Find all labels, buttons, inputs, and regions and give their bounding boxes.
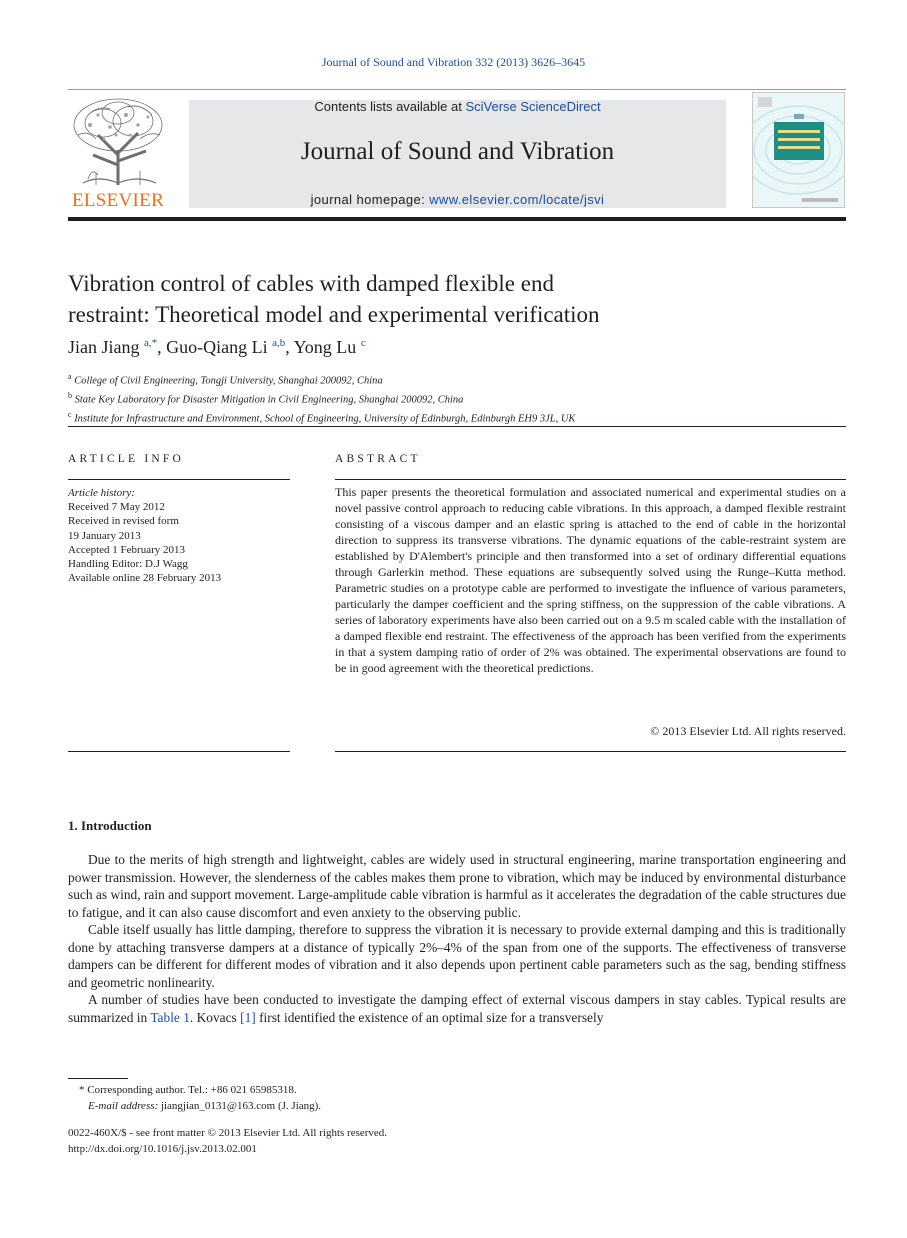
email-note — [68, 1099, 321, 1115]
abstract-copyright: © 2013 Elsevier Ltd. All rights reserved. — [650, 724, 846, 738]
reference-1-link[interactable]: [1] — [240, 1009, 256, 1025]
publication-footer — [68, 1126, 387, 1157]
author-affiliation-ref[interactable]: c — [360, 337, 366, 349]
article-info-top-rule — [68, 479, 290, 480]
author-name[interactable]: Jian Jiang — [68, 337, 140, 357]
footnotes — [68, 1083, 321, 1114]
intro-p3-text: A number of studies have been conducted to investigate the damping effect of external viscous dampers in stay cables. Typical results are summarized in — [68, 992, 846, 1025]
journal-homepage — [189, 192, 726, 207]
corresponding-author-note: * Corresponding author. Tel.: +86 021 65985318. — [79, 1084, 297, 1096]
affiliation-text: Institute for Infrastructure and Environment, School of Engineering, University of Edinburgh, Edinburgh EH9 3JL, UK — [74, 413, 576, 425]
sciverse-link[interactable]: SciVerse ScienceDirect — [465, 99, 601, 114]
abstract-text: This paper presents the theoretical formulation and associated numerical and experimental studies on a novel passive control approach to reducing cable vibrations. In this approach, a damped flexible restraint consisting of a viscous damper and an elastic spring is attached to the end of cable in the horizontal direction to suppress its transverse vibrations. The dynamic equations of the cable-restraint system are established by D'Alembert's principle and then transformed into a set of ordinary differential equations through Garlerkin method. These equations are subsequently solved using the Runge–Kutta method. Parametric studies on a prototype cable are performed to investigate the influence of various parameters, particularly the damper coefficient and the spring stiffness, on the suppression of the cable vibrations. A series of laboratory experiments have also been carried out on a 9.5 m scaled cable with the installation of a damped flexible end restraint. The effectiveness of the approach has been verified from the experiments in that a system damping ratio of order of 2% was obtained. The experimental observations are found to be in good agreement with the theoretical predictions. — [335, 485, 846, 675]
article-info-heading: ARTICLE INFO — [68, 453, 184, 465]
email-value[interactable]: jiangjian_0131@163.com (J. Jiang). — [158, 1099, 322, 1112]
author-list — [68, 337, 366, 358]
abstract-bottom-rule — [335, 751, 846, 752]
journal-citation[interactable]: Journal of Sound and Vibration 332 (2013) 3626–3645 — [321, 55, 586, 69]
title-block-rule — [68, 426, 846, 427]
history-line: Handling Editor: D.J Wagg — [68, 558, 188, 571]
affiliation-key: c — [68, 410, 72, 419]
intro-p3-text: . Kovacs — [189, 1009, 241, 1025]
journal-title: Journal of Sound and Vibration — [300, 138, 615, 165]
article-info-bottom-rule — [68, 751, 290, 752]
affiliation-item — [68, 370, 575, 389]
introduction-heading: 1. Introduction — [68, 818, 152, 833]
footnote-rule — [68, 1078, 128, 1079]
introduction-body — [68, 851, 846, 1026]
issn-line: 0022-460X/$ - see front matter © 2013 Elsevier Ltd. All rights reserved. — [68, 1127, 388, 1139]
history-line: Received in revised form — [68, 515, 179, 528]
contents-availability — [189, 99, 726, 114]
intro-paragraph-1: Due to the merits of high strength and lightweight, cables are widely used in structural engineering, marine transportation engineering and power transmission. However, the slenderness of the cables makes them prone to vibration, which may be induced by environmental disturbance such as wind, rain and support movement. Large-amplitude cable vibration is harmful as it accelerates the degradation of the cable structures due to fatigue, and it can also cause discomfort and even anxiety to the observing public. — [68, 852, 846, 920]
affiliation-item — [68, 389, 575, 408]
intro-p3-text: first identified the existence of an optimal size for a transversely — [255, 1009, 604, 1025]
history-line: 19 January 2013 — [68, 529, 141, 542]
article-title-line-2: restraint: Theoretical model and experimental verification — [68, 302, 600, 327]
intro-paragraph-3 — [68, 991, 846, 1026]
affiliation-item — [68, 408, 575, 427]
doi-link[interactable]: http://dx.doi.org/10.1016/j.jsv.2013.02.001 — [68, 1142, 257, 1155]
intro-paragraph-2: Cable itself usually has little damping, therefore to suppress the vibration it is necessary to provide external damping and this is traditionally done by attaching transverse dampers at a distance of typically 2%–4% of the span from one of the supports. The effectiveness of transverse dampers can be different for different modes of vibration and it also depends upon pertinent cable parameters such as the sag, bending stiffness and geometric nonlinearity. — [68, 922, 846, 990]
article-history — [68, 486, 221, 585]
author-affiliation-ref[interactable]: a,* — [144, 337, 158, 349]
author-name[interactable]: Guo-Qiang Li — [166, 337, 268, 357]
tree-logo-icon — [68, 95, 168, 190]
history-line: Accepted 1 February 2013 — [68, 543, 185, 556]
history-line: Received 7 May 2012 — [68, 501, 165, 514]
affiliation-key: b — [68, 391, 72, 400]
elsevier-wordmark[interactable]: ELSEVIER — [71, 190, 165, 211]
history-line: Available online 28 February 2013 — [68, 572, 222, 585]
author-separator: , — [157, 337, 167, 357]
author-name[interactable]: Yong Lu — [293, 337, 357, 357]
affiliation-text: State Key Laboratory for Disaster Mitigation in Civil Engineering, Shanghai 200092, China — [74, 394, 464, 406]
author-affiliation-ref[interactable]: a,b — [272, 337, 286, 349]
homepage-link[interactable]: www.elsevier.com/locate/jsvi — [429, 192, 605, 207]
affiliation-text: College of Civil Engineering, Tongji University, Shanghai 200092, China — [74, 375, 383, 387]
homepage-prefix: journal homepage: — [310, 192, 430, 207]
article-history-label: Article history: — [68, 487, 135, 499]
contents-prefix: Contents lists available at — [314, 99, 466, 114]
journal-cover-thumbnail[interactable] — [752, 92, 845, 208]
header-thick-rule — [68, 217, 846, 221]
table-1-link[interactable]: Table 1 — [150, 1009, 190, 1025]
abstract-heading: ABSTRACT — [335, 453, 421, 465]
affiliation-key: a — [68, 372, 72, 381]
article-title — [68, 268, 808, 330]
journal-cover-icon — [752, 92, 845, 208]
abstract-top-rule — [335, 479, 846, 480]
article-title-line-1: Vibration control of cables with damped flexible end — [68, 271, 554, 296]
email-label: E-mail address: — [88, 1099, 159, 1112]
header-top-rule — [68, 89, 846, 90]
author-separator: , — [285, 337, 294, 357]
affiliations — [68, 370, 575, 427]
